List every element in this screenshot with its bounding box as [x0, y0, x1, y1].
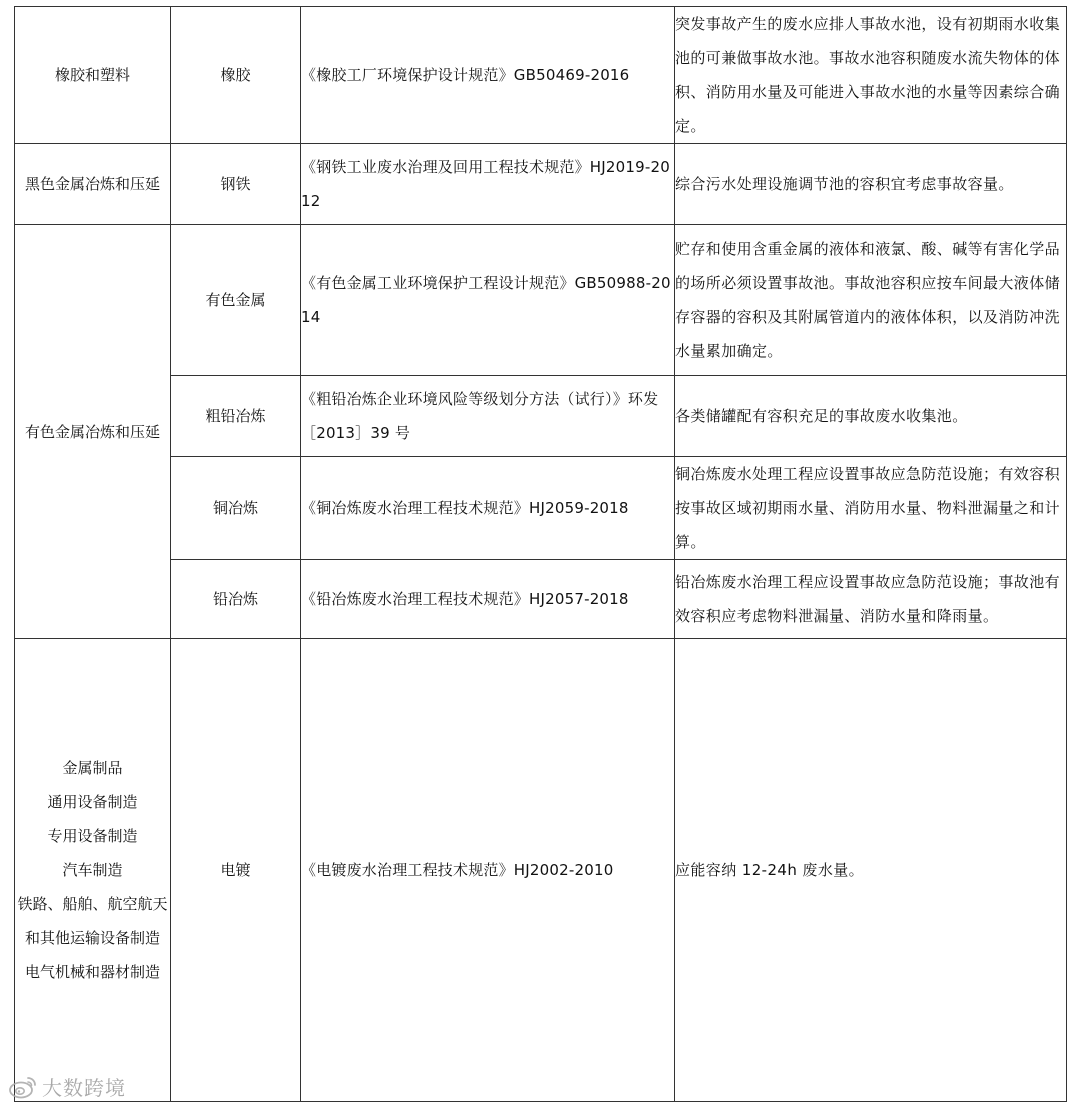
process-cell: 电镀 [171, 639, 301, 1102]
industry-cell [15, 639, 171, 1102]
standards-table [14, 6, 1067, 1102]
industry-line: 电气机械和器材制造 [24, 963, 160, 981]
standard-cell: 《电镀废水治理工程技术规范》HJ2002-2010 [301, 639, 675, 1102]
standard-cell: 《钢铁工业废水治理及回用工程技术规范》HJ2019-2012 [301, 144, 675, 225]
industry-line: 专用设备制造 [47, 827, 138, 845]
industry-line: 金属制品 [62, 759, 123, 777]
standard-cell: 《铅冶炼废水治理工程技术规范》HJ2057-2018 [301, 560, 675, 639]
standard-cell: 《铜冶炼废水治理工程技术规范》HJ2059-2018 [301, 457, 675, 560]
table-row [15, 7, 1067, 144]
weibo-logo-icon [8, 1075, 38, 1099]
table-row [15, 457, 1067, 560]
process-cell: 钢铁 [171, 144, 301, 225]
requirement-cell: 各类储罐配有容积充足的事故废水收集池。 [675, 376, 1067, 457]
process-cell: 铜冶炼 [171, 457, 301, 560]
industry-line: 汽车制造 [62, 861, 123, 879]
process-cell: 粗铅冶炼 [171, 376, 301, 457]
table-row [15, 225, 1067, 376]
watermark-text: 大数跨境 [42, 1076, 126, 1100]
requirement-cell: 应能容纳 12-24h 废水量。 [675, 639, 1067, 1102]
requirement-cell: 综合污水处理设施调节池的容积宜考虑事故容量。 [675, 144, 1067, 225]
table-row [15, 144, 1067, 225]
table-row [15, 376, 1067, 457]
standard-cell: 《橡胶工厂环境保护设计规范》GB50469-2016 [301, 7, 675, 144]
table-row [15, 639, 1067, 1102]
industry-cell: 黑色金属冶炼和压延 [15, 144, 171, 225]
process-cell: 橡胶 [171, 7, 301, 144]
standard-cell: 《粗铅冶炼企业环境风险等级划分方法（试行）》环发［2013］39 号 [301, 376, 675, 457]
standard-cell: 《有色金属工业环境保护工程设计规范》GB50988-2014 [301, 225, 675, 376]
process-cell: 有色金属 [171, 225, 301, 376]
table-row [15, 560, 1067, 639]
process-cell: 铅冶炼 [171, 560, 301, 639]
requirement-cell: 贮存和使用含重金属的液体和液氯、酸、碱等有害化学品的场所必须设置事故池。事故池容积应按车间最大液体储存容器的容积及其附属管道内的液体体积，以及消防冲洗水量累加确定。 [675, 225, 1067, 376]
requirement-cell: 铅冶炼废水治理工程应设置事故应急防范设施；事故池有效容积应考虑物料泄漏量、消防水量和降雨量。 [675, 560, 1067, 639]
watermark [8, 1072, 126, 1101]
industry-line: 通用设备制造 [47, 793, 138, 811]
requirement-cell: 铜冶炼废水处理工程应设置事故应急防范设施；有效容积按事故区域初期雨水量、消防用水量、物料泄漏量之和计算。 [675, 457, 1067, 560]
industry-cell: 有色金属冶炼和压延 [15, 225, 171, 639]
requirement-cell: 突发事故产生的废水应排人事故水池，设有初期雨水收集池的可兼做事故水池。事故水池容积随废水流失物体的体积、消防用水量及可能进入事故水池的水量等因素综合确定。 [675, 7, 1067, 144]
industry-cell: 橡胶和塑料 [15, 7, 171, 144]
industry-line: 铁路、船舶、航空航天和其他运输设备制造 [17, 895, 168, 947]
